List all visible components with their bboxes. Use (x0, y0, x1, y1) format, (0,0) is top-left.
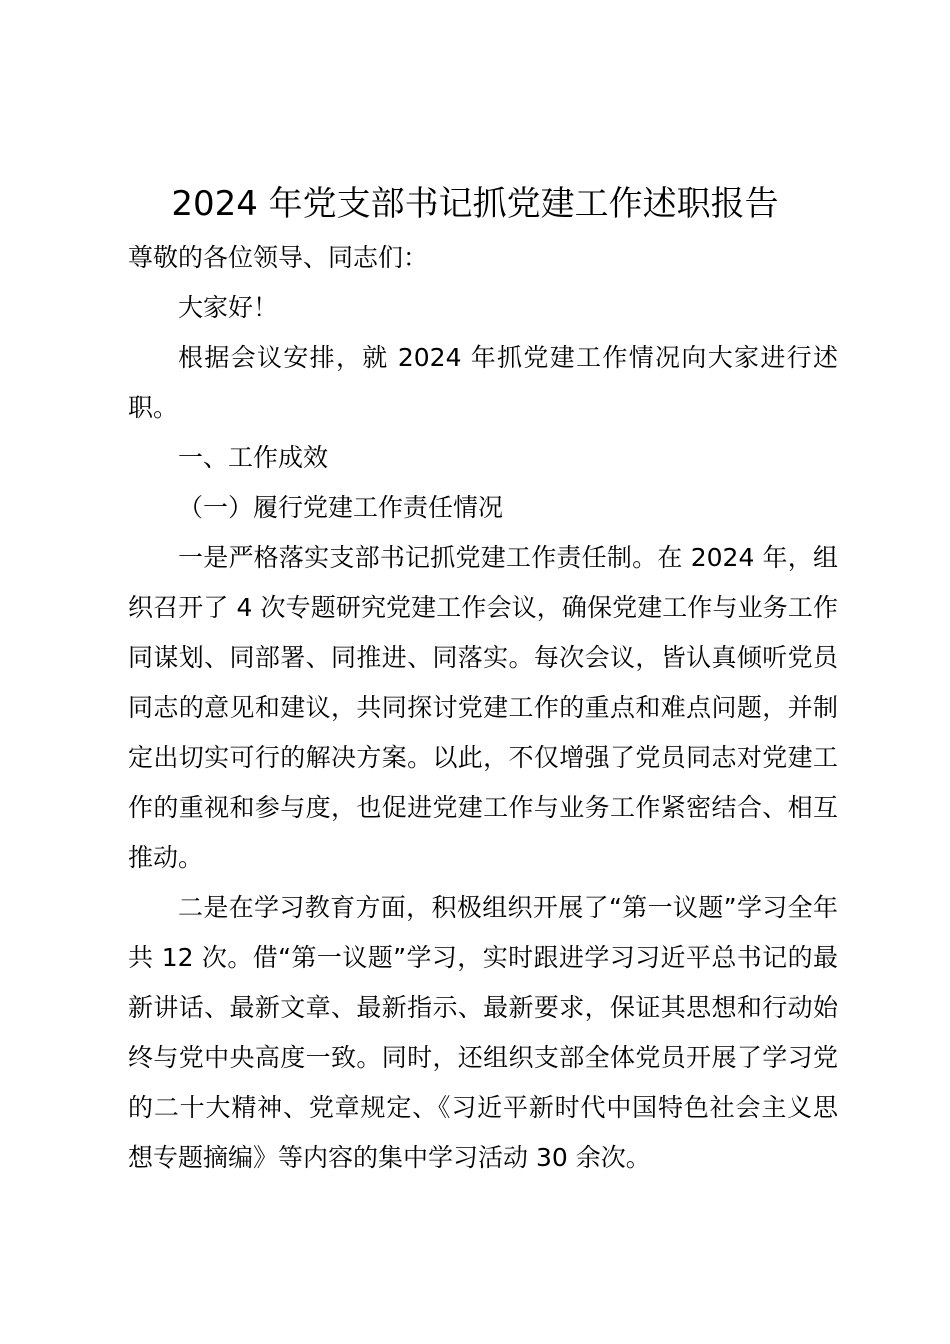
document-title: 2024 年党支部书记抓党建工作述职报告 (171, 184, 779, 224)
subsection-heading: （一）履行党建工作责任情况 (178, 493, 504, 522)
body-paragraph-2: 二是在学习教育方面，积极组织开展了“第一议题”学习全年共 12 次。借“第一议题”学习，实时跟进学习习近平总书记的最新讲话、最新文章、最新指示、最新要求，保证其思想和行动始终与党中央高度一致。同时，还组织支部全体党员开展了学习党的二十大精神、党章规定、《习近平新时代中国特色社会主义思想专题摘编》等内容的集中学习活动 30 余次。 (128, 893, 838, 1172)
document-body (128, 233, 838, 1183)
section-heading: 一、工作成效 (178, 443, 329, 472)
greeting: 大家好！ (178, 293, 279, 322)
body-paragraph-1: 一是严格落实支部书记抓党建工作责任制。在 2024 年，组织召开了 4 次专题研究党建工作会议，确保党建工作与业务工作同谋划、同部署、同推进、同落实。每次会议，皆认真倾听党员同志的意见和建议，共同探讨党建工作的重点和难点问题，并制定出切实可行的解决方案。以此，不仅增强了党员同志对党建工作的重视和参与度，也促进党建工作与业务工作紧密结合、相互推动。 (128, 543, 838, 872)
salutation: 尊敬的各位领导、同志们： (128, 243, 429, 272)
intro-paragraph: 根据会议安排，就 2024 年抓党建工作情况向大家进行述职。 (128, 343, 838, 422)
